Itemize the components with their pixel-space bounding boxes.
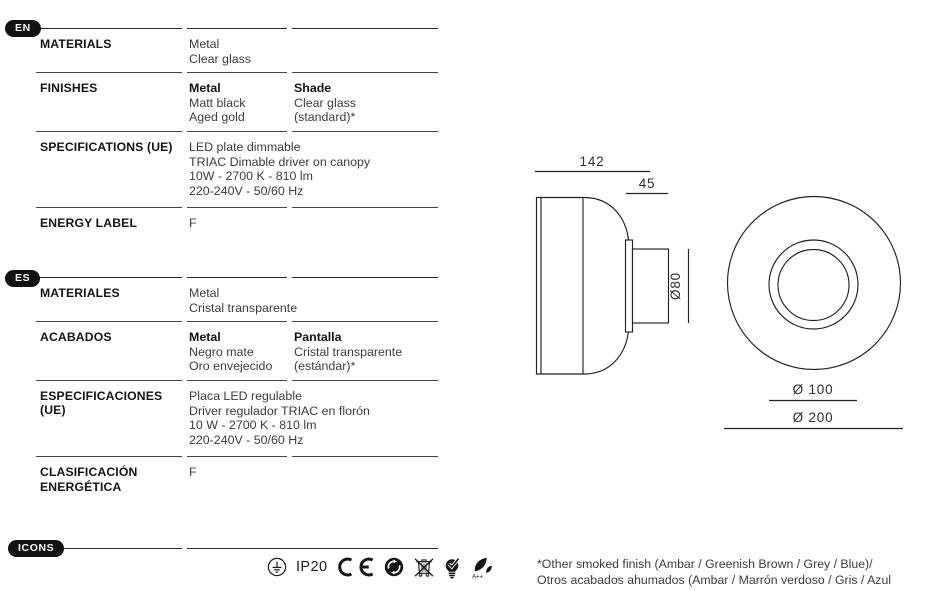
especificaciones-value: Placa LED regulable xyxy=(189,388,302,403)
ce-mark-icon xyxy=(336,557,375,577)
finishes-metal-value: Matt black xyxy=(189,95,246,110)
dimension-outer-diameter: Ø 200 xyxy=(792,410,834,425)
materiales-label: MATERIALES xyxy=(40,286,120,300)
materials-value: Metal xyxy=(189,37,220,51)
specs-value: 220-240V - 50/60 Hz xyxy=(189,183,304,198)
row-specs-empty-cell xyxy=(292,132,438,208)
dimension-depth: 45 xyxy=(638,176,656,191)
energy-class-label: A++ xyxy=(472,574,484,580)
especificaciones-value: 220-240V - 50/60 Hz xyxy=(189,432,304,447)
row-especificaciones-values-cell xyxy=(187,381,370,457)
row-materials-empty-cell xyxy=(292,28,438,73)
energy-value: F xyxy=(189,216,197,231)
weee-bin-icon xyxy=(413,557,435,578)
acabados-pantalla-head: Pantalla xyxy=(294,330,342,345)
row-especificaciones-label-cell xyxy=(36,381,182,457)
finishes-shade-head: Shade xyxy=(294,81,332,96)
footnote-line-es: Otros acabados ahumados (Ambar / Marrón verdoso / Gris / Azul xyxy=(537,572,892,587)
specs-value: 10W - 2700 K - 810 lm xyxy=(189,169,313,184)
materiales-value: Cristal transparente xyxy=(189,300,298,315)
row-specs-label-cell xyxy=(36,132,182,208)
section-tag-icons-label: ICONS xyxy=(18,542,55,554)
acabados-metal-value: Negro mate xyxy=(189,344,254,359)
energy-label: ENERGY LABEL xyxy=(40,216,138,231)
footnote-line-en: *Other smoked finish (Ambar / Greenish Brown / Grey / Blue)/ xyxy=(537,557,873,571)
certification-icons-row xyxy=(267,553,493,581)
spec-table-es xyxy=(36,277,438,500)
smoked-finish-footnote xyxy=(537,557,936,588)
recyclable-icon xyxy=(384,557,404,577)
acabados-pantalla-value: (estándar)* xyxy=(294,359,356,374)
row-energy-label-cell xyxy=(36,208,182,237)
language-tag-es xyxy=(5,270,40,287)
specs-value: TRIAC Dimable driver on canopy xyxy=(189,154,371,169)
acabados-label: ACABADOS xyxy=(40,330,112,345)
ip-rating-label: IP20 xyxy=(296,559,328,575)
acabados-pantalla-value: Cristal transparente xyxy=(294,344,403,359)
dimmable-bulb-icon xyxy=(444,556,461,579)
finishes-shade-value: (standard)* xyxy=(294,110,356,125)
row-energy-value-cell xyxy=(187,208,287,237)
row-acabados-label-cell xyxy=(36,322,182,381)
finishes-shade-value: Clear glass xyxy=(294,95,356,110)
row-clasificacion-label-cell xyxy=(36,457,182,500)
row-specs-values-cell xyxy=(187,132,371,208)
row-acabados-metal-cell xyxy=(187,322,287,381)
icons-rule xyxy=(60,548,182,549)
protective-earth-icon xyxy=(267,557,287,577)
language-tag-en-label: EN xyxy=(15,22,31,34)
acabados-metal-value: Oro envejecido xyxy=(189,359,273,374)
row-finishes-shade-cell xyxy=(292,73,438,132)
icons-rule xyxy=(187,548,438,549)
specs-value: LED plate dimmable xyxy=(189,139,301,154)
language-tag-en xyxy=(5,20,41,37)
especificaciones-value: Driver regulador TRIAC en florón xyxy=(189,403,370,418)
especificaciones-value: 10 W - 2700 K - 810 lm xyxy=(189,418,317,433)
row-materiales-label-cell xyxy=(36,277,182,322)
spec-table-en xyxy=(36,28,438,237)
dimension-width: 142 xyxy=(579,154,605,169)
energy-leaves-icon xyxy=(470,555,493,580)
acabados-metal-head: Metal xyxy=(189,330,221,345)
language-tag-es-label: ES xyxy=(15,272,31,284)
row-materials-values-cell xyxy=(187,28,287,73)
row-acabados-pantalla-cell xyxy=(292,322,438,381)
clasificacion-value: F xyxy=(189,465,197,480)
row-materiales-values-cell xyxy=(187,277,298,322)
specs-label: SPECIFICATIONS (UE) xyxy=(40,139,173,154)
row-clasificacion-value-cell xyxy=(187,457,287,500)
clasificacion-label: CLASIFICACIÓN ENERGÉTICA xyxy=(40,465,138,494)
row-finishes-label-cell xyxy=(36,73,182,132)
side-view-drawing xyxy=(535,172,689,375)
technical-drawing xyxy=(520,140,936,452)
materials-value: Clear glass xyxy=(189,51,251,66)
materiales-value: Metal xyxy=(189,286,220,300)
dimension-canopy-diameter: Ø80 xyxy=(668,272,683,300)
materials-label: MATERIALS xyxy=(40,37,112,51)
finishes-metal-value: Aged gold xyxy=(189,110,245,125)
dimension-inner-diameter: Ø 100 xyxy=(792,382,834,397)
especificaciones-label: ESPECIFICACIONES (UE) xyxy=(40,388,163,418)
section-tag-icons xyxy=(8,540,64,557)
row-materials-label-cell xyxy=(36,28,182,73)
finishes-metal-head: Metal xyxy=(189,81,221,96)
row-finishes-metal-cell xyxy=(187,73,287,132)
finishes-label: FINISHES xyxy=(40,81,98,96)
